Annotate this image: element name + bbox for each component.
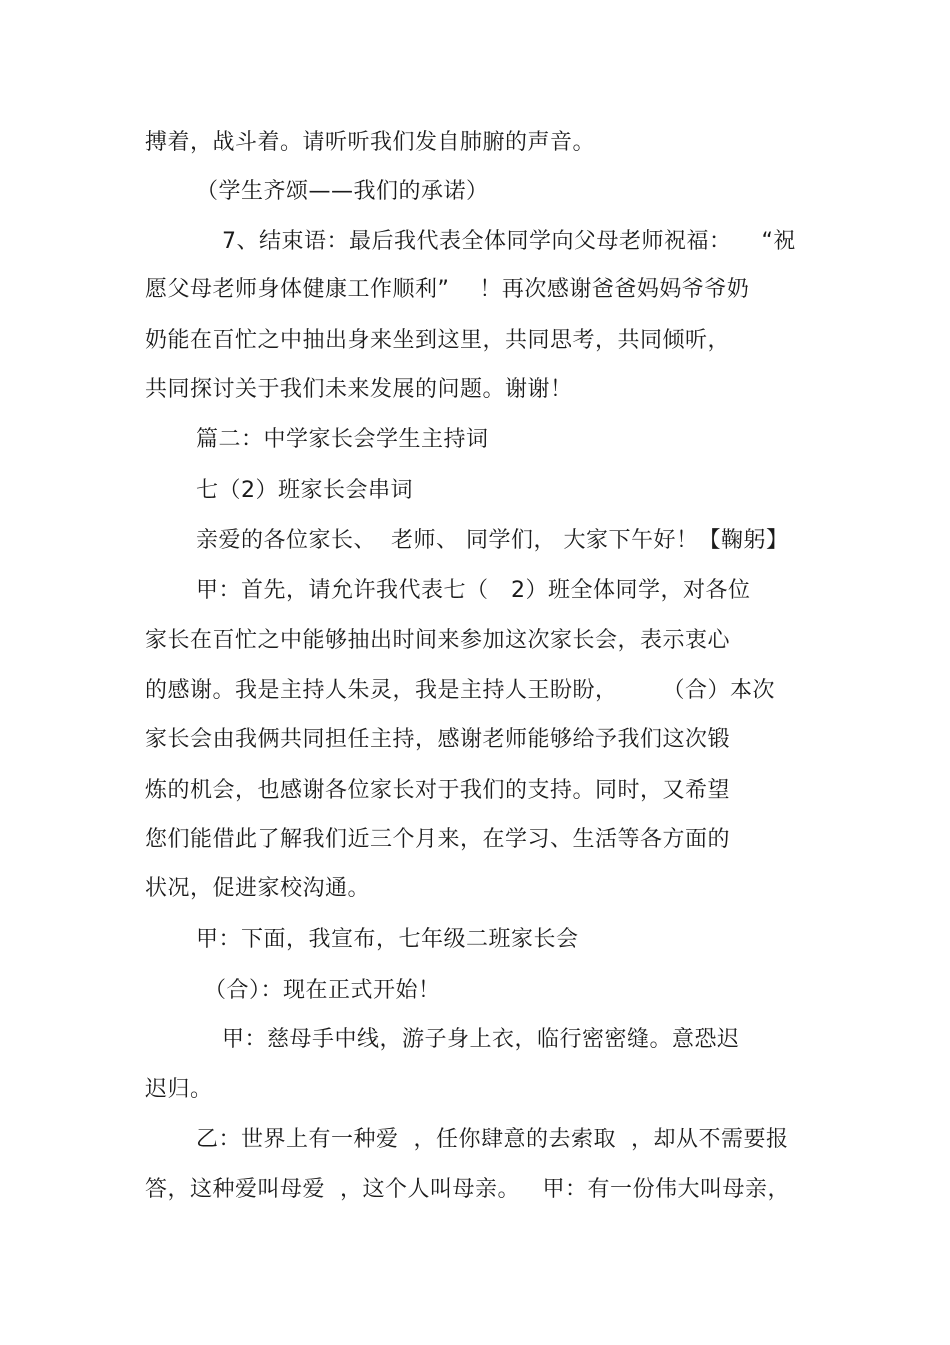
text-line: 炼的机会，也感谢各位家长对于我们的支持。同时，又希望 [145,778,731,803]
text-line: 奶能在百忙之中抽出身来坐到这里，共同思考，共同倾听， [145,328,731,353]
text-line: 7、结束语：最后我代表全体同学向父母老师祝福： “祝 [222,229,796,254]
text-line: 甲：首先，请允许我代表七（ 2）班全体同学，对各位 [196,578,751,603]
text-line: 共同探讨关于我们未来发展的问题。谢谢！ [145,377,573,402]
subheading: 七（2）班家长会串词 [196,478,413,503]
text-line: 答，这种爱叫母爱 ，这个人叫母亲。 甲：有一份伟大叫母亲， [145,1177,790,1202]
section-heading: 篇二：中学家长会学生主持词 [196,427,489,452]
text-line: 甲：慈母手中线，游子身上衣，临行密密缝。意恐迟 [222,1027,740,1052]
text-line: 乙：世界上有一种爱 ，任你肆意的去索取 ，却从不需要报 [196,1127,789,1152]
text-line: 迟归。 [145,1077,213,1102]
text-line: 愿父母老师身体健康工作顺利” ！再次感谢爸爸妈妈爷爷奶 [145,277,750,302]
text-line: （合）：现在正式开始！ [204,978,441,1003]
text-line: 家长在百忙之中能够抽出时间来参加这次家长会，表示衷心 [145,628,731,653]
text-line: 的感谢。我是主持人朱灵，我是主持人王盼盼， （合）本次 [145,678,775,703]
text-line: 家长会由我俩共同担任主持，感谢老师能够给予我们这次锻 [145,727,731,752]
text-line: 搏着，战斗着。请听听我们发自肺腑的声音。 [145,130,596,155]
text-line: 亲爱的各位家长、 老师、 同学们， 大家下午好！【鞠躬】 [196,528,789,553]
text-line: （学生齐颂——我们的承诺） [196,179,489,204]
text-line: 状况，促进家校沟通。 [145,876,371,901]
text-line: 您们能借此了解我们近三个月来，在学习、生活等各方面的 [145,827,731,852]
text-line: 甲：下面，我宣布，七年级二班家长会 [196,927,579,952]
